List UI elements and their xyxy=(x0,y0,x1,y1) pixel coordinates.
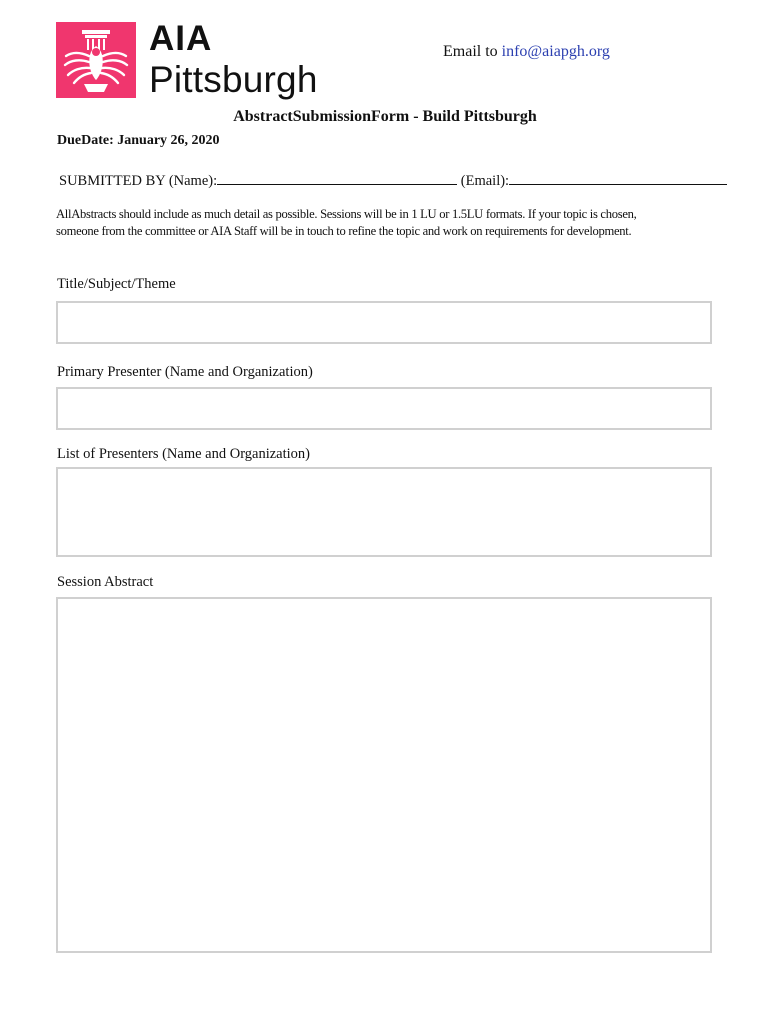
instructions-line-2: someone from the committee or AIA Staff will be in touch to refine the topic and work on requirements for development. xyxy=(56,224,632,238)
due-date: DueDate: January 26, 2020 xyxy=(57,133,220,148)
aia-logo-icon xyxy=(56,22,136,98)
session-abstract-label: Session Abstract xyxy=(57,574,154,590)
session-abstract-textarea[interactable] xyxy=(56,597,712,953)
title-input[interactable] xyxy=(56,301,712,344)
submitted-by-row xyxy=(59,170,727,190)
email-instruction xyxy=(443,43,610,61)
logo-wordmark-aia: AIA xyxy=(149,19,213,58)
submitted-by-label: SUBMITTED BY (Name): xyxy=(59,173,218,189)
presenters-list-textarea[interactable] xyxy=(56,467,712,557)
presenters-list-label: List of Presenters (Name and Organization) xyxy=(57,446,310,462)
logo-wordmark-city: Pittsburgh xyxy=(149,59,318,100)
email-label: (Email): xyxy=(460,173,510,189)
title-field-label: Title/Subject/Theme xyxy=(57,276,176,292)
email-prefix-text: Email to xyxy=(443,43,498,60)
instructions-line-1: AllAbstracts should include as much detail as possible. Sessions will be in 1 LU or 1.5LU formats. If your topic is chosen, xyxy=(56,207,637,221)
instructions xyxy=(56,206,726,240)
email-link[interactable]: info@aiapgh.org xyxy=(501,43,610,60)
primary-presenter-input[interactable] xyxy=(56,387,712,430)
primary-presenter-label: Primary Presenter (Name and Organization) xyxy=(57,364,313,380)
email-blank-field[interactable] xyxy=(509,170,727,185)
form-title: AbstractSubmissionForm - Build Pittsburgh xyxy=(233,108,537,125)
name-blank-field[interactable] xyxy=(217,170,457,185)
